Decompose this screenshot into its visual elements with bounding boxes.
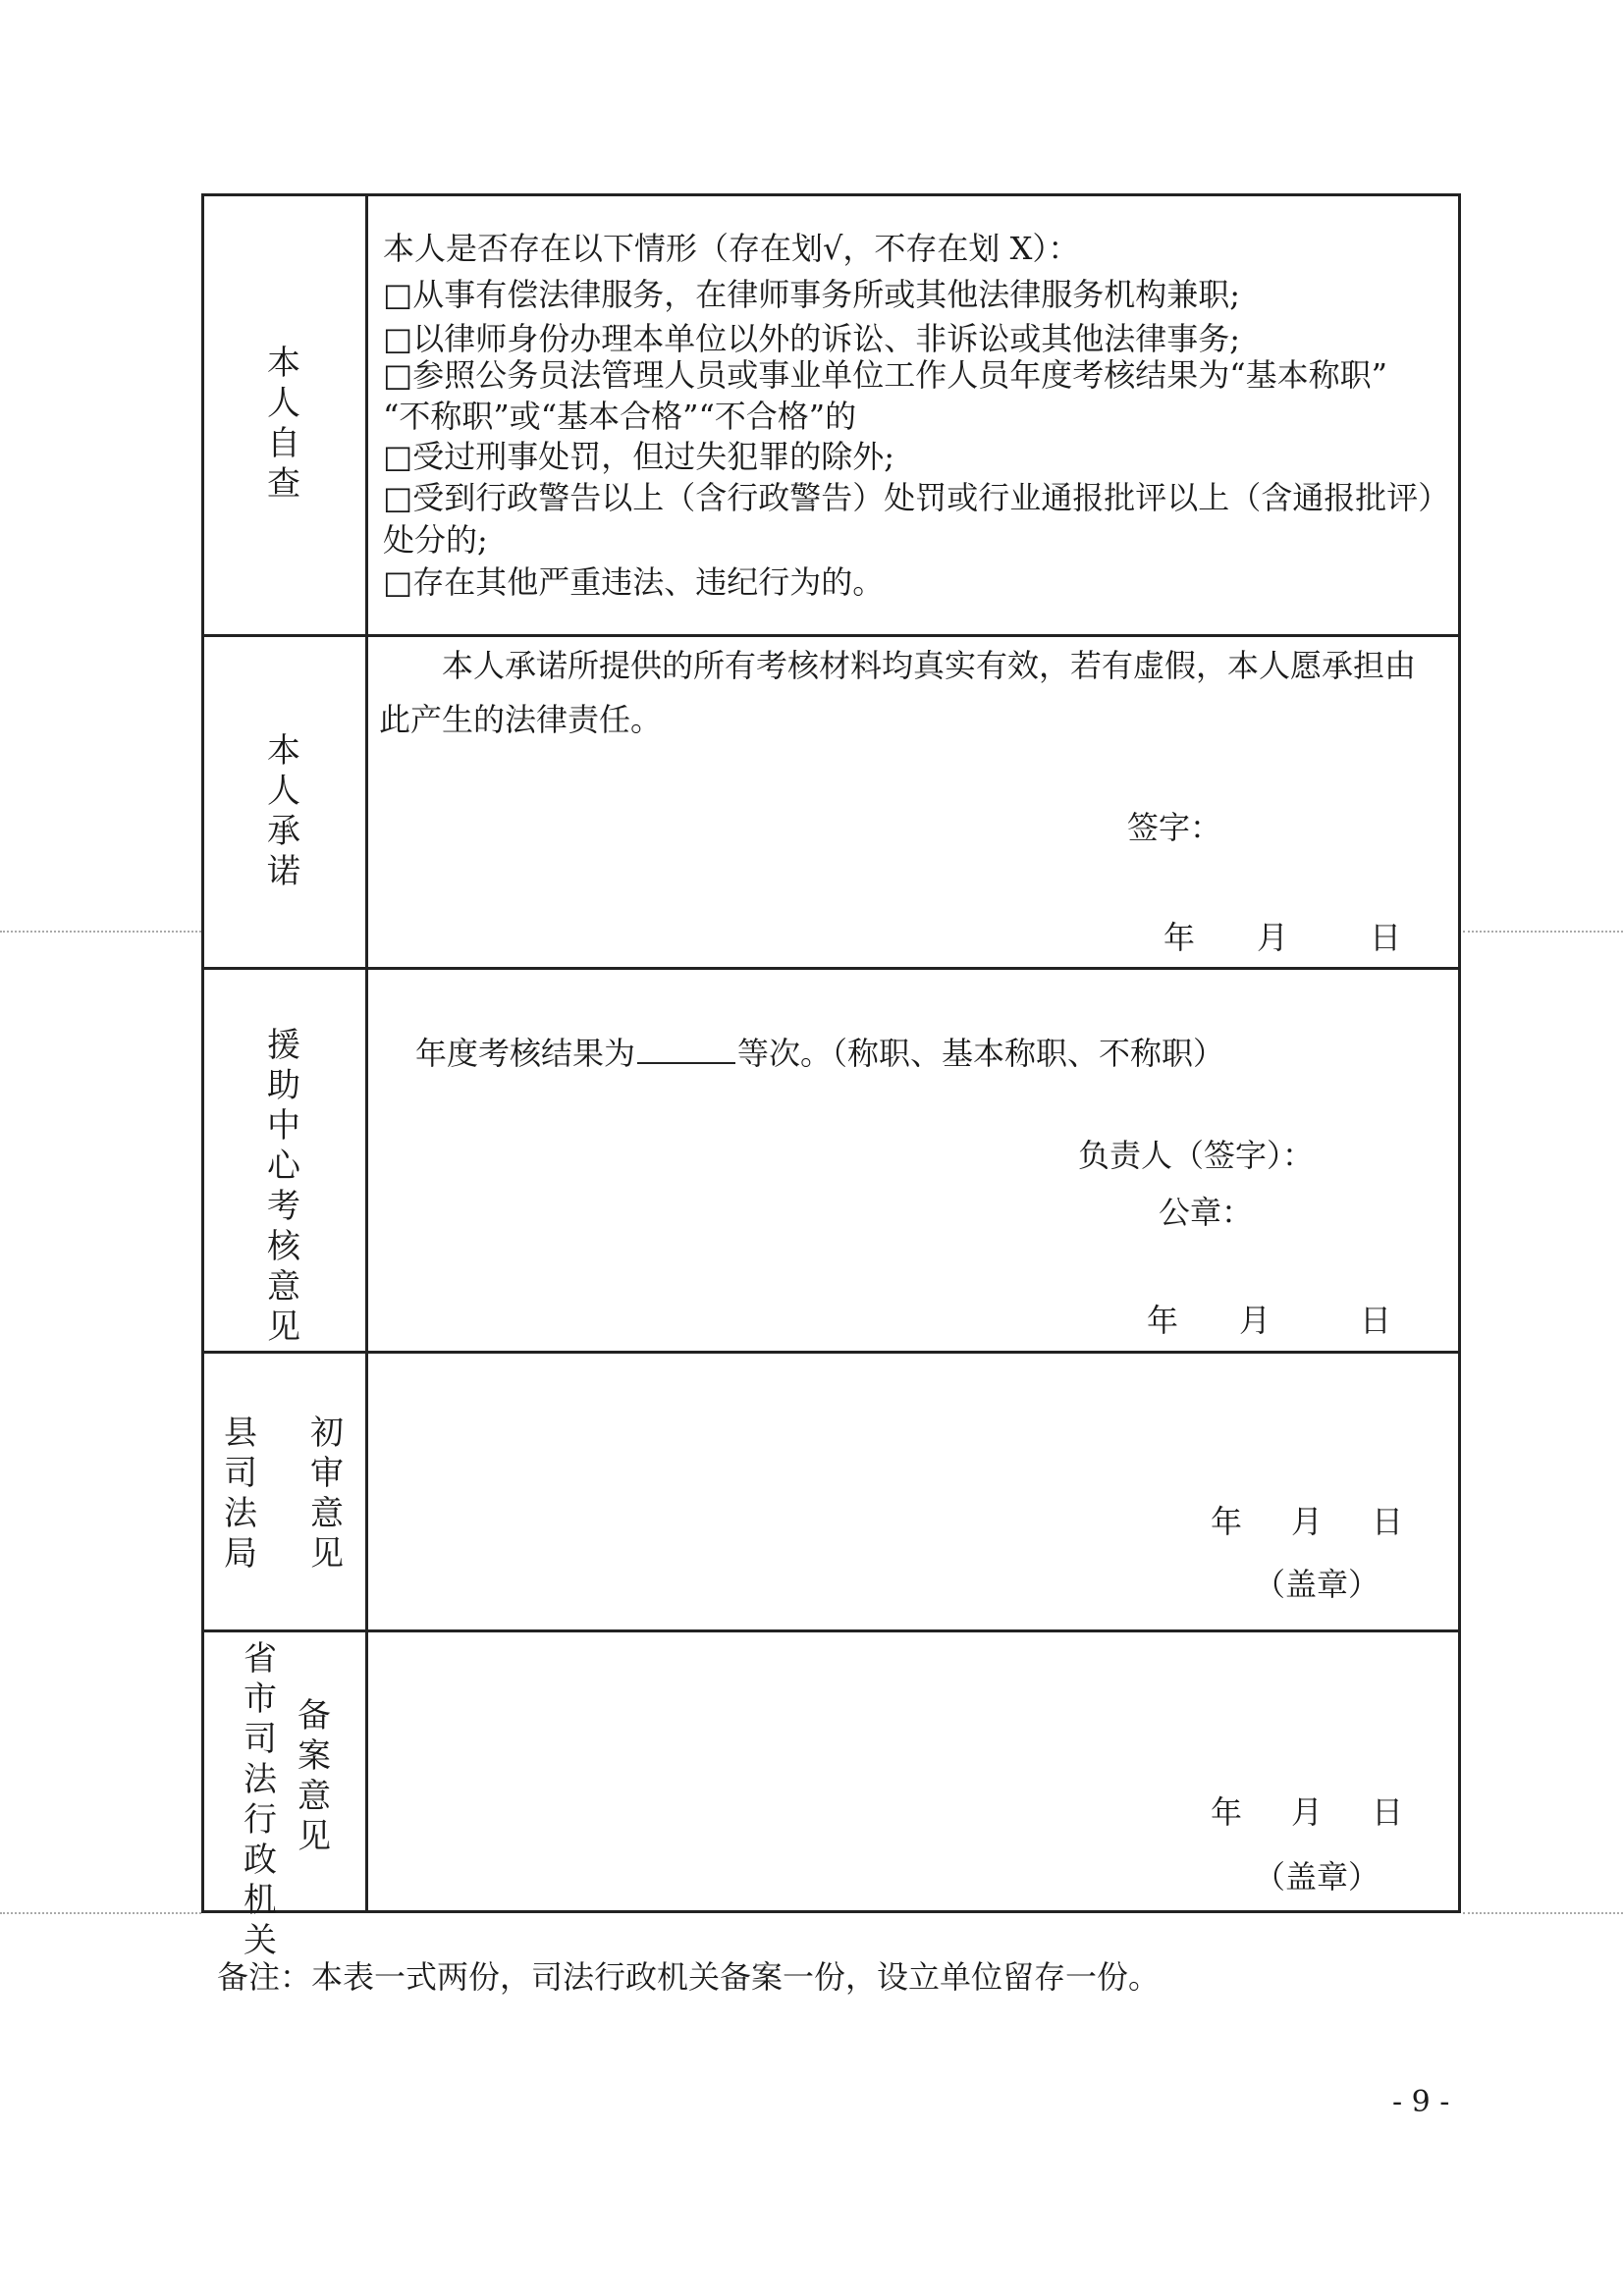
county-day: 日	[1372, 1503, 1404, 1540]
label-column-divider	[365, 193, 368, 1913]
county-label: 县司法局	[224, 1414, 257, 1574]
row-divider-2	[201, 967, 1461, 970]
responsible-signature-label: 负责人（签字）：	[1078, 1137, 1315, 1174]
province-opinion-label: 备案意见	[298, 1696, 331, 1856]
promise-signature-label: 签字：	[1127, 809, 1222, 846]
self-check-line-2: □从事有偿法律服务，在律师事务所或其他法律服务机构兼职;	[383, 276, 1241, 313]
promise-day: 日	[1370, 919, 1402, 956]
center-review-day: 日	[1360, 1302, 1392, 1339]
row-divider-4	[201, 1629, 1461, 1632]
center-review-month: 月	[1239, 1302, 1271, 1339]
official-seal-label: 公章：	[1159, 1194, 1254, 1231]
county-year: 年	[1211, 1503, 1243, 1540]
province-month: 月	[1291, 1793, 1324, 1831]
county-opinion-label: 初审意见	[310, 1414, 344, 1574]
footnote: 备注：本表一式两份，司法行政机关备案一份，设立单位留存一份。	[217, 1958, 1161, 1996]
self-check-line-3: □以律师身份办理本单位以外的诉讼、非诉讼或其他法律事务;	[383, 320, 1241, 357]
self-check-label: 本人自查	[267, 344, 300, 504]
center-review-year: 年	[1147, 1302, 1179, 1339]
scan-artifact	[1463, 1912, 1623, 1914]
result-blank[interactable]	[637, 1031, 735, 1064]
scan-artifact	[0, 931, 201, 933]
promise-month: 月	[1257, 919, 1289, 956]
self-check-line-5: “不称职”或“基本合格”“不合格”的	[383, 398, 857, 435]
result-suffix: 等次。（称职、基本称职、不称职）	[737, 1035, 1225, 1072]
self-check-line-9: □存在其他严重违法、违纪行为的。	[383, 563, 885, 601]
row-divider-1	[201, 634, 1461, 637]
self-check-line-8: 处分的;	[383, 521, 488, 559]
province-day: 日	[1372, 1793, 1404, 1831]
page-number: - 9 -	[1392, 2085, 1450, 2119]
county-seal: （盖章）	[1254, 1566, 1380, 1603]
self-check-line-6: □受过刑事处罚，但过失犯罪的除外;	[383, 438, 895, 475]
province-label: 省市司法行政机关	[243, 1639, 277, 1960]
scan-artifact	[1463, 931, 1623, 933]
promise-year: 年	[1163, 919, 1196, 956]
self-check-line-4: □参照公务员法管理人员或事业单位工作人员年度考核结果为“基本称职”	[383, 356, 1387, 394]
province-year: 年	[1211, 1793, 1243, 1831]
center-review-result	[415, 1031, 1224, 1073]
row-divider-3	[201, 1351, 1461, 1354]
promise-label: 本人承诺	[267, 731, 300, 891]
self-check-line-1: 本人是否存在以下情形（存在划√，不存在划 X）：	[383, 230, 1080, 267]
county-month: 月	[1291, 1503, 1324, 1540]
promise-text-line-1: 本人承诺所提供的所有考核材料均真实有效，若有虚假，本人愿承担由	[442, 647, 1417, 684]
scan-artifact	[0, 1912, 201, 1914]
self-check-line-7: □受到行政警告以上（含行政警告）处罚或行业通报批评以上（含通报批评）	[383, 479, 1450, 516]
province-seal: （盖章）	[1254, 1858, 1380, 1896]
result-prefix: 年度考核结果为	[415, 1035, 636, 1072]
promise-text-line-2: 此产生的法律责任。	[379, 701, 663, 738]
center-review-label: 援助中心考核意见	[267, 1026, 300, 1347]
